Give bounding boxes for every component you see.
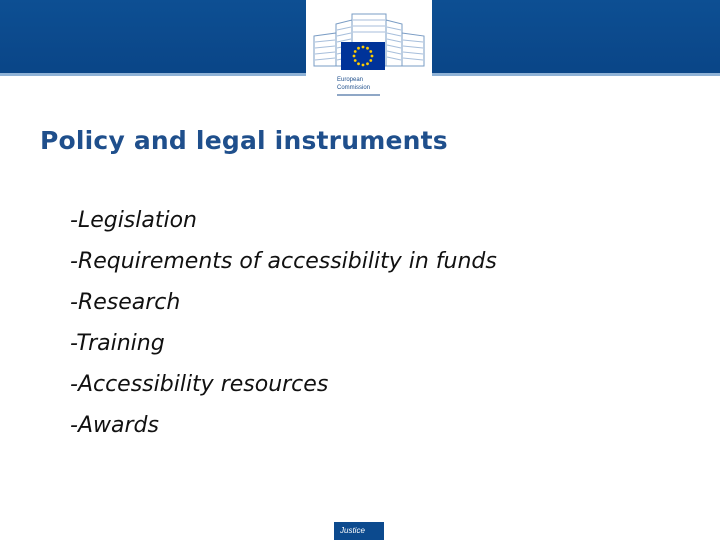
logo-wordmark	[337, 76, 370, 92]
european-commission-logo	[306, 0, 432, 100]
bullet-list	[70, 200, 497, 446]
logo-line-1: European	[337, 77, 364, 83]
slide-title: Policy and legal instruments	[40, 126, 448, 155]
bullet-item: -Legislation	[70, 208, 198, 233]
footer-justice-tag: Justice	[334, 522, 384, 540]
bullet-item: -Training	[70, 331, 165, 356]
bullet-item: -Awards	[70, 413, 159, 438]
bullet-item: -Research	[70, 290, 181, 315]
bullet-item: -Requirements of accessibility in funds	[70, 249, 497, 274]
bullet-item: -Accessibility resources	[70, 372, 329, 397]
logo-line-2: Commission	[337, 85, 371, 91]
